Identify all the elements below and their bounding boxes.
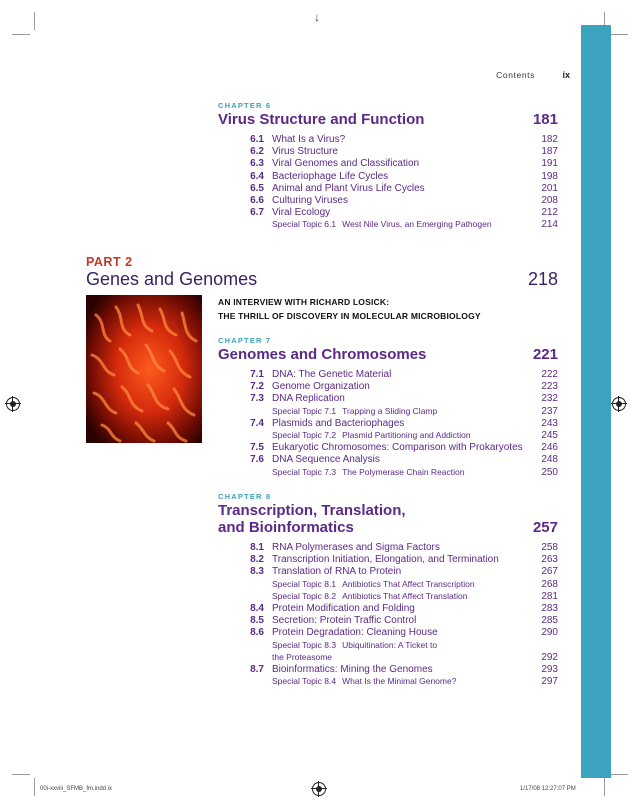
special-topic-title: Antibiotics That Affect Translation	[342, 590, 468, 601]
entry-title: DNA Replication	[272, 393, 345, 405]
entry-title: Special Topic 7.1	[272, 405, 337, 416]
section-number: 6.3	[250, 158, 264, 170]
section-number: 8.5	[250, 615, 264, 627]
entry-title: Special Topic 7.2	[272, 430, 337, 440]
crop-mark	[12, 774, 30, 775]
section-title	[272, 134, 345, 145]
special-topic-label	[272, 467, 464, 477]
entry-title: the Proteasome	[272, 651, 333, 662]
entry-title: Viral Genomes and Classification	[272, 158, 420, 170]
entry-title: Genome Organization	[272, 381, 370, 393]
section-title	[272, 195, 348, 206]
section-title	[272, 369, 391, 380]
toc-entry-row	[218, 134, 558, 146]
special-topic-title: Plasmid Partitioning and Addiction	[342, 430, 471, 440]
registration-mark-icon	[612, 397, 626, 411]
chapter-label: CHAPTER 6	[218, 101, 272, 110]
special-topic-title: Trapping a Sliding Clamp	[342, 405, 438, 416]
chapter-title: Virus Structure and Function	[218, 111, 425, 128]
section-title	[272, 454, 380, 465]
page-number: 258	[541, 542, 558, 553]
section-title	[272, 566, 401, 577]
section-number: 8.2	[250, 554, 264, 566]
special-topic-title: Ubiquitination: A Ticket to	[342, 639, 438, 650]
section-number: 6.2	[250, 146, 264, 158]
toc-entry-row	[218, 615, 558, 627]
page-number: 222	[541, 369, 558, 380]
page-number: 237	[541, 405, 558, 417]
page-number: 267	[541, 566, 558, 578]
page-number: 285	[541, 615, 558, 627]
footer-file-slug: 00i-xxviii_SFMB_fm.indd ix	[40, 786, 113, 792]
section-title	[272, 393, 345, 404]
page-number: 187	[541, 146, 558, 158]
section-title	[272, 146, 338, 157]
crop-mark	[34, 12, 35, 30]
header-page-number: ix	[562, 70, 570, 80]
special-topic-row	[218, 430, 558, 442]
section-number: 8.1	[250, 542, 264, 553]
entry-title: Protein Modification and Folding	[272, 603, 415, 614]
entry-title: DNA: The Genetic Material	[272, 369, 392, 380]
page-number: 281	[541, 590, 558, 602]
section-title	[272, 542, 440, 553]
section-number: 7.3	[250, 393, 264, 405]
entry-title: Special Topic 8.4	[272, 676, 337, 687]
special-topic-title: West Nile Virus, an Emerging Pathogen	[342, 219, 492, 230]
part-title: Genes and Genomes	[86, 269, 258, 289]
chapter-title: Genomes and Chromosomes	[218, 346, 427, 363]
header-section: Contents	[496, 70, 535, 80]
special-topic-row	[218, 652, 558, 664]
chapter-page: 221	[532, 346, 558, 363]
entry-title: Virus Structure	[272, 146, 338, 158]
section-title	[272, 207, 330, 218]
toc-entry-row	[218, 381, 558, 393]
entry-title: Animal and Plant Virus Life Cycles	[272, 182, 425, 194]
fold-arrow-icon: ↓	[314, 10, 320, 24]
page-number: 263	[541, 554, 558, 566]
entry-title: Special Topic 7.3	[272, 466, 337, 477]
page-number: 223	[541, 381, 558, 393]
special-topic-row	[218, 676, 558, 688]
section-number: 8.4	[250, 603, 264, 614]
crop-mark	[610, 34, 628, 35]
section-number: 7.4	[250, 417, 264, 429]
toc-entry-row	[218, 393, 558, 405]
part-page: 218	[527, 269, 558, 289]
entry-title: Protein Degradation: Cleaning House	[272, 627, 438, 639]
interview-line: AN INTERVIEW WITH RICHARD LOSICK:	[218, 297, 390, 307]
page-number: 268	[541, 578, 558, 590]
page-number: 191	[541, 158, 558, 170]
toc-entry-row	[218, 418, 558, 430]
section-number: 6.5	[250, 182, 264, 194]
chapter-page: 257	[532, 519, 558, 536]
entry-title: Special Topic 6.1	[272, 219, 337, 230]
special-topic-title: The Polymerase Chain Reaction	[342, 466, 465, 477]
entry-title: Culturing Viruses	[272, 195, 348, 206]
entry-title: Eukaryotic Chromosomes: Comparison with Prokaryotes	[272, 442, 523, 454]
special-topic-row	[218, 579, 558, 591]
crop-mark	[604, 778, 605, 796]
toc-entry-row	[218, 369, 558, 381]
section-title	[272, 171, 388, 182]
footer-date-slug: 1/17/08 12:27:07 PM	[520, 786, 576, 792]
section-title	[272, 627, 438, 638]
section-number: 6.7	[250, 207, 264, 219]
section-number: 7.2	[250, 381, 264, 393]
section-number: 6.1	[250, 134, 264, 145]
special-topic-label	[272, 579, 475, 589]
special-topic-row	[218, 591, 558, 603]
registration-mark-icon	[312, 782, 326, 796]
page-number: 201	[541, 182, 558, 194]
toc-entry-row	[218, 603, 558, 615]
special-topic-row	[218, 640, 558, 652]
entry-title: DNA Sequence Analysis	[272, 454, 380, 466]
entry-title: Bacteriophage Life Cycles	[272, 170, 389, 182]
section-title	[272, 615, 416, 626]
page-number: 248	[541, 454, 558, 466]
interview-line: THE THRILL OF DISCOVERY IN MOLECULAR MICROBIOLOGY	[218, 311, 481, 321]
page-number: 198	[541, 170, 558, 182]
special-topic-row	[218, 406, 558, 418]
toc-entry-row	[218, 542, 558, 554]
side-tab	[581, 25, 611, 778]
page-number: 212	[541, 207, 558, 219]
page-number: 283	[541, 603, 558, 614]
section-title	[272, 554, 499, 565]
section-title	[272, 183, 425, 194]
toc-entry-row	[218, 195, 558, 207]
entry-title: Translation of RNA to Protein	[272, 566, 402, 578]
section-title	[272, 664, 433, 675]
toc-entry-row	[218, 554, 558, 566]
part-opener-image	[86, 295, 202, 443]
page-number: 297	[541, 676, 558, 688]
toc-entry-row	[218, 664, 558, 676]
toc-entry-row	[218, 183, 558, 195]
chapter-title: and Bioinformatics	[218, 519, 354, 536]
entry-title: Secretion: Protein Traffic Control	[272, 615, 417, 627]
section-number: 7.1	[250, 369, 264, 380]
chapter-title: Transcription, Translation,	[218, 502, 406, 519]
crop-mark	[34, 778, 35, 796]
special-topic-label	[272, 640, 437, 650]
crop-mark	[610, 774, 628, 775]
entry-title: What Is a Virus?	[272, 134, 346, 145]
section-title	[272, 442, 523, 453]
section-title	[272, 418, 404, 429]
section-title	[272, 381, 370, 392]
crop-mark	[12, 34, 30, 35]
special-topic-label	[272, 676, 456, 686]
special-topic-label	[272, 219, 492, 229]
entry-title: Special Topic 8.2	[272, 590, 337, 601]
page-number: 208	[541, 195, 558, 206]
entry-title: Bioinformatics: Mining the Genomes	[272, 664, 433, 675]
entry-title: RNA Polymerases and Sigma Factors	[272, 542, 440, 553]
special-topic-title: Antibiotics That Affect Transcription	[342, 578, 475, 589]
chapter-label: CHAPTER 8	[218, 492, 272, 501]
section-number: 8.6	[250, 627, 264, 639]
section-number: 7.5	[250, 442, 264, 454]
entry-title: Special Topic 8.1	[272, 578, 337, 589]
part-label: PART 2	[86, 255, 133, 269]
toc-entry-row	[218, 207, 558, 219]
page-number: 250	[541, 466, 558, 478]
section-number: 7.6	[250, 454, 264, 466]
page-number: 292	[541, 651, 558, 663]
special-topic-label	[272, 591, 467, 601]
entry-title: Viral Ecology	[272, 207, 331, 219]
entry-title: Plasmids and Bacteriophages	[272, 417, 405, 429]
entry-title: Special Topic 8.3	[272, 639, 337, 650]
toc-entry-row	[218, 627, 558, 639]
page-number: 290	[541, 627, 558, 639]
section-number: 8.7	[250, 664, 264, 675]
section-number: 8.3	[250, 566, 264, 578]
microscopy-image	[86, 295, 202, 443]
toc-entry-row	[218, 146, 558, 158]
section-title	[272, 603, 415, 614]
special-topic-row	[218, 219, 558, 231]
page-number: 245	[541, 430, 558, 441]
page-number: 246	[541, 442, 558, 454]
special-topic-title: What Is the Minimal Genome?	[342, 676, 457, 687]
section-title	[272, 158, 419, 169]
page-number: 214	[541, 219, 558, 231]
special-topic-label	[272, 430, 471, 440]
toc-entry-row	[218, 158, 558, 170]
page-number: 182	[541, 134, 558, 145]
special-topic-row	[218, 467, 558, 479]
special-topic-label	[272, 652, 332, 662]
entry-title: Transcription Initiation, Elongation, and Termination	[272, 554, 499, 566]
toc-entry-row	[218, 566, 558, 578]
toc-entry-row	[218, 442, 558, 454]
chapter-label: CHAPTER 7	[218, 336, 272, 345]
special-topic-label	[272, 406, 437, 416]
page-number: 293	[541, 664, 558, 675]
toc-entry-row	[218, 171, 558, 183]
page-number: 232	[541, 393, 558, 405]
section-number: 6.6	[250, 195, 264, 206]
section-number: 6.4	[250, 170, 264, 182]
toc-entry-row	[218, 454, 558, 466]
chapter-page: 181	[532, 111, 558, 128]
registration-mark-icon	[6, 397, 20, 411]
page-number: 243	[541, 417, 558, 429]
